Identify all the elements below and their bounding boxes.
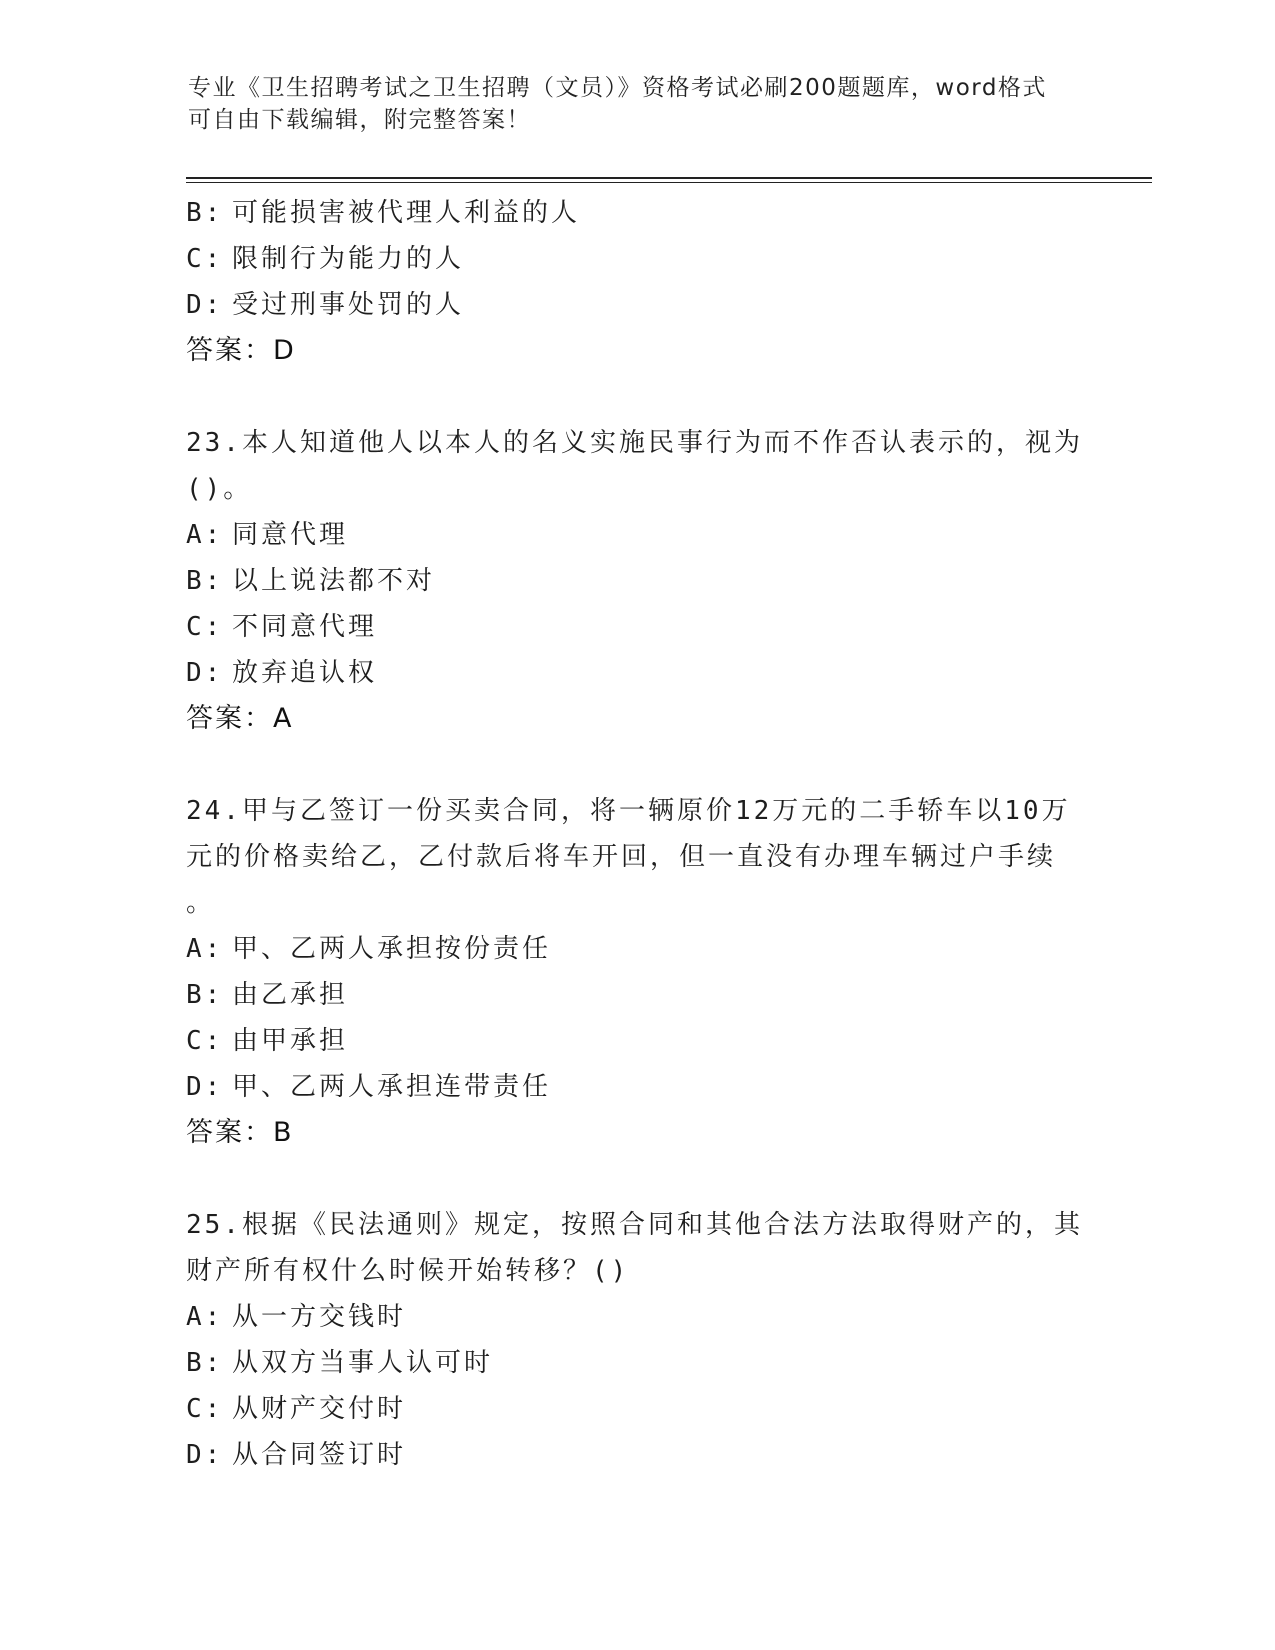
option-a: [186, 1294, 1106, 1340]
question-stem: [186, 788, 1106, 926]
option-key: D:: [186, 658, 224, 688]
option-a: [186, 926, 1106, 972]
question-stem-line: 财产所有权什么时候开始转移？(): [186, 1256, 630, 1286]
option-c: [186, 604, 1106, 650]
option-text: 不同意代理: [232, 612, 378, 642]
option-text: 从合同签订时: [232, 1440, 407, 1470]
option-text: 由乙承担: [232, 980, 349, 1010]
option-key: A:: [186, 934, 224, 964]
question-23: [186, 420, 1106, 742]
header-line-2: 可自由下载编辑，附完整答案！: [188, 107, 531, 133]
option-b: [186, 558, 1106, 604]
option-c: [186, 236, 1106, 282]
header-line-1: 专业《卫生招聘考试之卫生招聘（文员）》资格考试必刷200题题库，word格式: [188, 75, 1047, 101]
option-text: 以上说法都不对: [232, 566, 436, 596]
option-key: D:: [186, 1440, 224, 1470]
option-text: 放弃追认权: [232, 658, 378, 688]
option-text: 从双方当事人认可时: [232, 1348, 494, 1378]
question-25: [186, 1202, 1106, 1478]
option-key: C:: [186, 1394, 224, 1424]
option-a: [186, 512, 1106, 558]
question-stem-line: 元的价格卖给乙，乙付款后将车开回，但一直没有办理车辆过户手续: [186, 842, 1057, 872]
page-header: [188, 72, 1088, 136]
option-b: [186, 190, 1106, 236]
option-b: [186, 972, 1106, 1018]
option-text: 限制行为能力的人: [232, 244, 465, 274]
option-key: C:: [186, 1026, 224, 1056]
question-stem: [186, 1202, 1106, 1294]
question-24: [186, 788, 1106, 1156]
option-key: A:: [186, 1302, 224, 1332]
question-stem-line: 25.根据《民法通则》规定，按照合同和其他合法方法取得财产的，其: [186, 1210, 1083, 1240]
answer-line: 答案：D: [186, 335, 296, 366]
answer-line: 答案：A: [186, 703, 294, 734]
option-c: [186, 1386, 1106, 1432]
option-b: [186, 1340, 1106, 1386]
option-text: 甲、乙两人承担连带责任: [232, 1072, 552, 1102]
option-text: 同意代理: [232, 520, 349, 550]
option-d: [186, 1432, 1106, 1478]
option-key: B:: [186, 1348, 224, 1378]
option-text: 甲、乙两人承担按份责任: [232, 934, 552, 964]
option-text: 可能损害被代理人利益的人: [232, 198, 581, 228]
option-d: [186, 650, 1106, 696]
continued-question: [186, 190, 1106, 374]
option-key: C:: [186, 612, 224, 642]
option-key: C:: [186, 244, 224, 274]
question-stem-line: ()。: [186, 474, 253, 504]
option-key: B:: [186, 980, 224, 1010]
option-key: D:: [186, 1072, 224, 1102]
header-rule-thin: [186, 182, 1152, 183]
header-rule-thick: [186, 177, 1152, 179]
question-content: [186, 190, 1106, 1478]
question-stem: [186, 420, 1106, 512]
option-c: [186, 1018, 1106, 1064]
question-stem-line: 23.本人知道他人以本人的名义实施民事行为而不作否认表示的，视为: [186, 428, 1083, 458]
option-text: 由甲承担: [232, 1026, 349, 1056]
question-stem-line: 。: [186, 888, 216, 918]
option-text: 从财产交付时: [232, 1394, 407, 1424]
option-text: 受过刑事处罚的人: [232, 290, 465, 320]
option-d: [186, 1064, 1106, 1110]
option-text: 从一方交钱时: [232, 1302, 407, 1332]
answer-line: 答案：B: [186, 1117, 294, 1148]
option-key: A:: [186, 520, 224, 550]
question-stem-line: 24.甲与乙签订一份买卖合同，将一辆原价12万元的二手轿车以10万: [186, 796, 1071, 826]
option-d: [186, 282, 1106, 328]
option-key: B:: [186, 566, 224, 596]
option-key: B:: [186, 198, 224, 228]
option-key: D:: [186, 290, 224, 320]
